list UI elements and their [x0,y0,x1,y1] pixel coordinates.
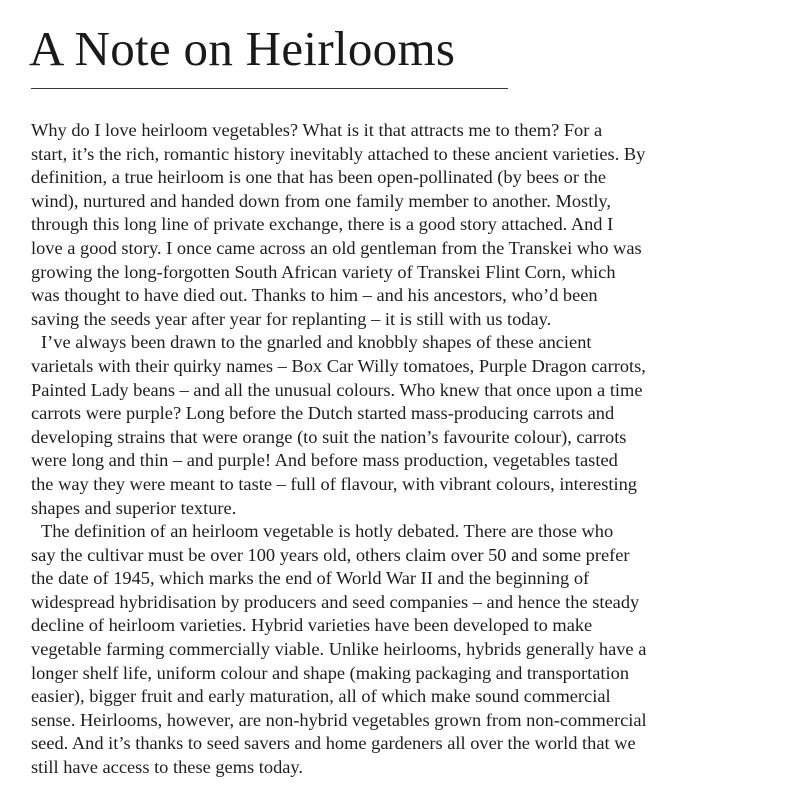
page-title: A Note on Heirlooms [29,21,456,76]
body-text [31,119,771,780]
text-line: longer shelf life, uniform colour and shape (making packaging and transportation [31,662,630,683]
text-line: wind), nurtured and handed down from one family member to another. Mostly, [31,190,612,211]
text-line: seed. And it’s thanks to seed savers and home gardeners all over the world that we [31,733,636,754]
text-line: growing the long-forgotten South African variety of Transkei Flint Corn, which [31,261,616,282]
text-line: The definition of an heirloom vegetable is hotly debated. There are those who [41,521,614,542]
text-line: sense. Heirlooms, however, are non-hybrid vegetables grown from non-commercial [31,709,647,730]
text-line: through this long line of private exchange, there is a good story attached. And I [31,214,614,235]
paragraph-1 [31,119,771,331]
text-line: were long and thin – and purple! And before mass production, vegetables tasted [31,450,618,471]
text-line: definition, a true heirloom is one that has been open-pollinated (by bees or the [31,167,607,188]
text-line: shapes and superior texture. [31,497,237,518]
text-line: the way they were meant to taste – full of flavour, with vibrant colours, interesting [31,473,637,494]
paragraph-2 [31,331,771,520]
text-line: start, it’s the rich, romantic history inevitably attached to these ancient varieties. By [31,143,646,164]
text-line: was thought to have died out. Thanks to him – and his ancestors, who’d been [31,285,598,306]
paragraph-3 [31,520,771,780]
text-line: developing strains that were orange (to suit the nation’s favourite colour), carrots [31,426,627,447]
text-line: the date of 1945, which marks the end of World War II and the beginning of [31,568,590,589]
text-line: easier), bigger fruit and early maturation, all of which make sound commercial [31,686,611,707]
text-line: saving the seeds year after year for replanting – it is still with us today. [31,308,552,329]
text-line: Painted Lady beans – and all the unusual colours. Who knew that once upon a time [31,379,643,400]
text-line: decline of heirloom varieties. Hybrid varieties have been developed to make [31,615,593,636]
text-line: still have access to these gems today. [31,757,304,778]
text-line: widespread hybridisation by producers and seed companies – and hence the steady [31,591,640,612]
text-line: love a good story. I once came across an old gentleman from the Transkei who was [31,237,642,258]
text-line: varietals with their quirky names – Box Car Willy tomatoes, Purple Dragon carrots, [31,355,646,376]
title-divider [31,88,508,89]
text-line: vegetable farming commercially viable. Unlike heirlooms, hybrids generally have a [31,639,647,660]
text-line: I’ve always been drawn to the gnarled and knobbly shapes of these ancient [41,332,592,353]
text-line: carrots were purple? Long before the Dutch started mass-producing carrots and [31,403,615,424]
text-line: say the cultivar must be over 100 years old, others claim over 50 and some prefer [31,544,630,565]
text-line: Why do I love heirloom vegetables? What is it that attracts me to them? For a [31,120,603,140]
